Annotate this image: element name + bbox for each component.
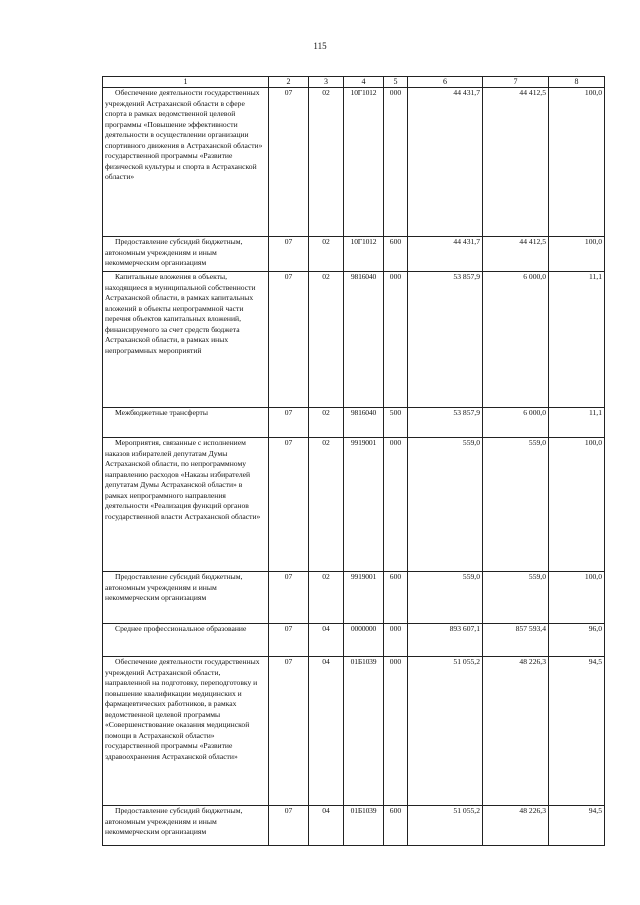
cell-c2: 07 [269, 408, 309, 438]
cell-c6: 559,0 [408, 438, 483, 572]
col-header: 8 [549, 77, 605, 88]
table-row [103, 806, 605, 846]
cell-c5: 000 [384, 657, 408, 806]
row-name: Предоставление субсидий бюджетным, автономным учреждениям и иным некоммерческим организациям [105, 806, 243, 836]
cell-c6: 44 431,7 [408, 237, 483, 272]
row-name-cell [103, 657, 269, 806]
col-header: 4 [344, 77, 384, 88]
row-name: Предоставление субсидий бюджетным, автономным учреждениям и иным некоммерческим организациям [105, 572, 243, 602]
col-header: 7 [483, 77, 549, 88]
cell-c6: 53 857,9 [408, 408, 483, 438]
row-name: Межбюджетные трансферты [115, 408, 208, 417]
cell-c5: 000 [384, 88, 408, 237]
cell-c7: 44 412,5 [483, 88, 549, 237]
cell-c6: 51 055,2 [408, 657, 483, 806]
cell-c2: 07 [269, 237, 309, 272]
table-row [103, 408, 605, 438]
cell-c6: 53 857,9 [408, 272, 483, 408]
cell-c3: 02 [309, 408, 344, 438]
col-header: 6 [408, 77, 483, 88]
row-name: Обеспечение деятельности государственных учреждений Астраханской области в сфере спорта в рамках ведомственной целевой программы «Повышение эффективности деятельности в осуществлении организации спортивного движения в Астраханской области» государственной программы «Развитие физической культуры и спорта в Астраханской области» [105, 88, 263, 181]
cell-c5: 600 [384, 572, 408, 624]
col-header: 5 [384, 77, 408, 88]
row-name-cell [103, 572, 269, 624]
cell-c8: 94,5 [549, 806, 605, 846]
cell-c4: 9919001 [344, 572, 384, 624]
cell-c3: 04 [309, 624, 344, 657]
row-name-cell [103, 408, 269, 438]
table-row [103, 624, 605, 657]
cell-c4: 9816040 [344, 272, 384, 408]
cell-c5: 500 [384, 408, 408, 438]
cell-c8: 96,0 [549, 624, 605, 657]
cell-c5: 000 [384, 272, 408, 408]
cell-c3: 04 [309, 806, 344, 846]
budget-table [102, 76, 605, 846]
cell-c5: 000 [384, 438, 408, 572]
cell-c3: 02 [309, 237, 344, 272]
cell-c3: 04 [309, 657, 344, 806]
table-row [103, 572, 605, 624]
header-row [103, 77, 605, 88]
row-name: Капитальные вложения в объекты, находящиеся в муниципальной собственности Астраханской области, в рамках капитальных вложений в объекты непрограммной части перечня объектов капитальных вложений, финансируемого за счет средств бюджета Астраханской области, в рамках иных непрограммных мероприятий [105, 272, 256, 355]
cell-c7: 857 593,4 [483, 624, 549, 657]
row-name: Обеспечение деятельности государственных учреждений Астраханской области, направленной на подготовку, переподготовку и повышение квалификации медицинских и фармацевтических работников, в рамках ведомственной целевой программы «Совершенствование оказания медицинской помощи в Астраханской области» государственной программы «Развитие здравоохранения Астраханской области» [105, 657, 260, 761]
row-name: Предоставление субсидий бюджетным, автономным учреждениям и иным некоммерческим организациям [105, 237, 243, 267]
cell-c3: 02 [309, 272, 344, 408]
cell-c7: 48 226,3 [483, 657, 549, 806]
cell-c5: 600 [384, 806, 408, 846]
col-header: 3 [309, 77, 344, 88]
cell-c4: 01Б1039 [344, 806, 384, 846]
row-name-cell [103, 237, 269, 272]
cell-c2: 07 [269, 624, 309, 657]
row-name-cell [103, 624, 269, 657]
cell-c4: 10Г1012 [344, 237, 384, 272]
cell-c2: 07 [269, 272, 309, 408]
cell-c6: 893 607,1 [408, 624, 483, 657]
cell-c8: 100,0 [549, 237, 605, 272]
page-number: 115 [313, 41, 327, 51]
cell-c2: 07 [269, 657, 309, 806]
row-name: Среднее профессиональное образование [115, 624, 247, 633]
col-header: 1 [103, 77, 269, 88]
cell-c8: 100,0 [549, 572, 605, 624]
cell-c4: 01Б1039 [344, 657, 384, 806]
cell-c2: 07 [269, 806, 309, 846]
table-row [103, 237, 605, 272]
cell-c7: 6 000,0 [483, 272, 549, 408]
row-name-cell [103, 88, 269, 237]
cell-c8: 94,5 [549, 657, 605, 806]
cell-c8: 100,0 [549, 438, 605, 572]
cell-c3: 02 [309, 88, 344, 237]
cell-c3: 02 [309, 438, 344, 572]
cell-c7: 559,0 [483, 438, 549, 572]
cell-c4: 9919001 [344, 438, 384, 572]
cell-c6: 559,0 [408, 572, 483, 624]
cell-c3: 02 [309, 572, 344, 624]
table-row [103, 88, 605, 237]
cell-c8: 11,1 [549, 272, 605, 408]
cell-c4: 0000000 [344, 624, 384, 657]
cell-c2: 07 [269, 88, 309, 237]
cell-c7: 44 412,5 [483, 237, 549, 272]
cell-c2: 07 [269, 572, 309, 624]
cell-c6: 44 431,7 [408, 88, 483, 237]
table-row [103, 657, 605, 806]
table-row [103, 272, 605, 408]
cell-c8: 11,1 [549, 408, 605, 438]
col-header: 2 [269, 77, 309, 88]
cell-c7: 559,0 [483, 572, 549, 624]
cell-c7: 6 000,0 [483, 408, 549, 438]
row-name-cell [103, 806, 269, 846]
cell-c2: 07 [269, 438, 309, 572]
cell-c7: 48 226,3 [483, 806, 549, 846]
row-name-cell [103, 438, 269, 572]
row-name-cell [103, 272, 269, 408]
cell-c5: 600 [384, 237, 408, 272]
cell-c5: 000 [384, 624, 408, 657]
row-name: Мероприятия, связанные с исполнением наказов избирателей депутатам Думы Астраханской области, по непрограммному направлению расходов «Наказы избирателей депутатам Думы Астраханской области» в рамках непрограммного направления деятельности «Реализация функций органов государственной власти Астраханской области» [105, 438, 261, 521]
cell-c4: 10Г1012 [344, 88, 384, 237]
table-row [103, 438, 605, 572]
cell-c4: 9816040 [344, 408, 384, 438]
cell-c6: 51 055,2 [408, 806, 483, 846]
cell-c8: 100,0 [549, 88, 605, 237]
